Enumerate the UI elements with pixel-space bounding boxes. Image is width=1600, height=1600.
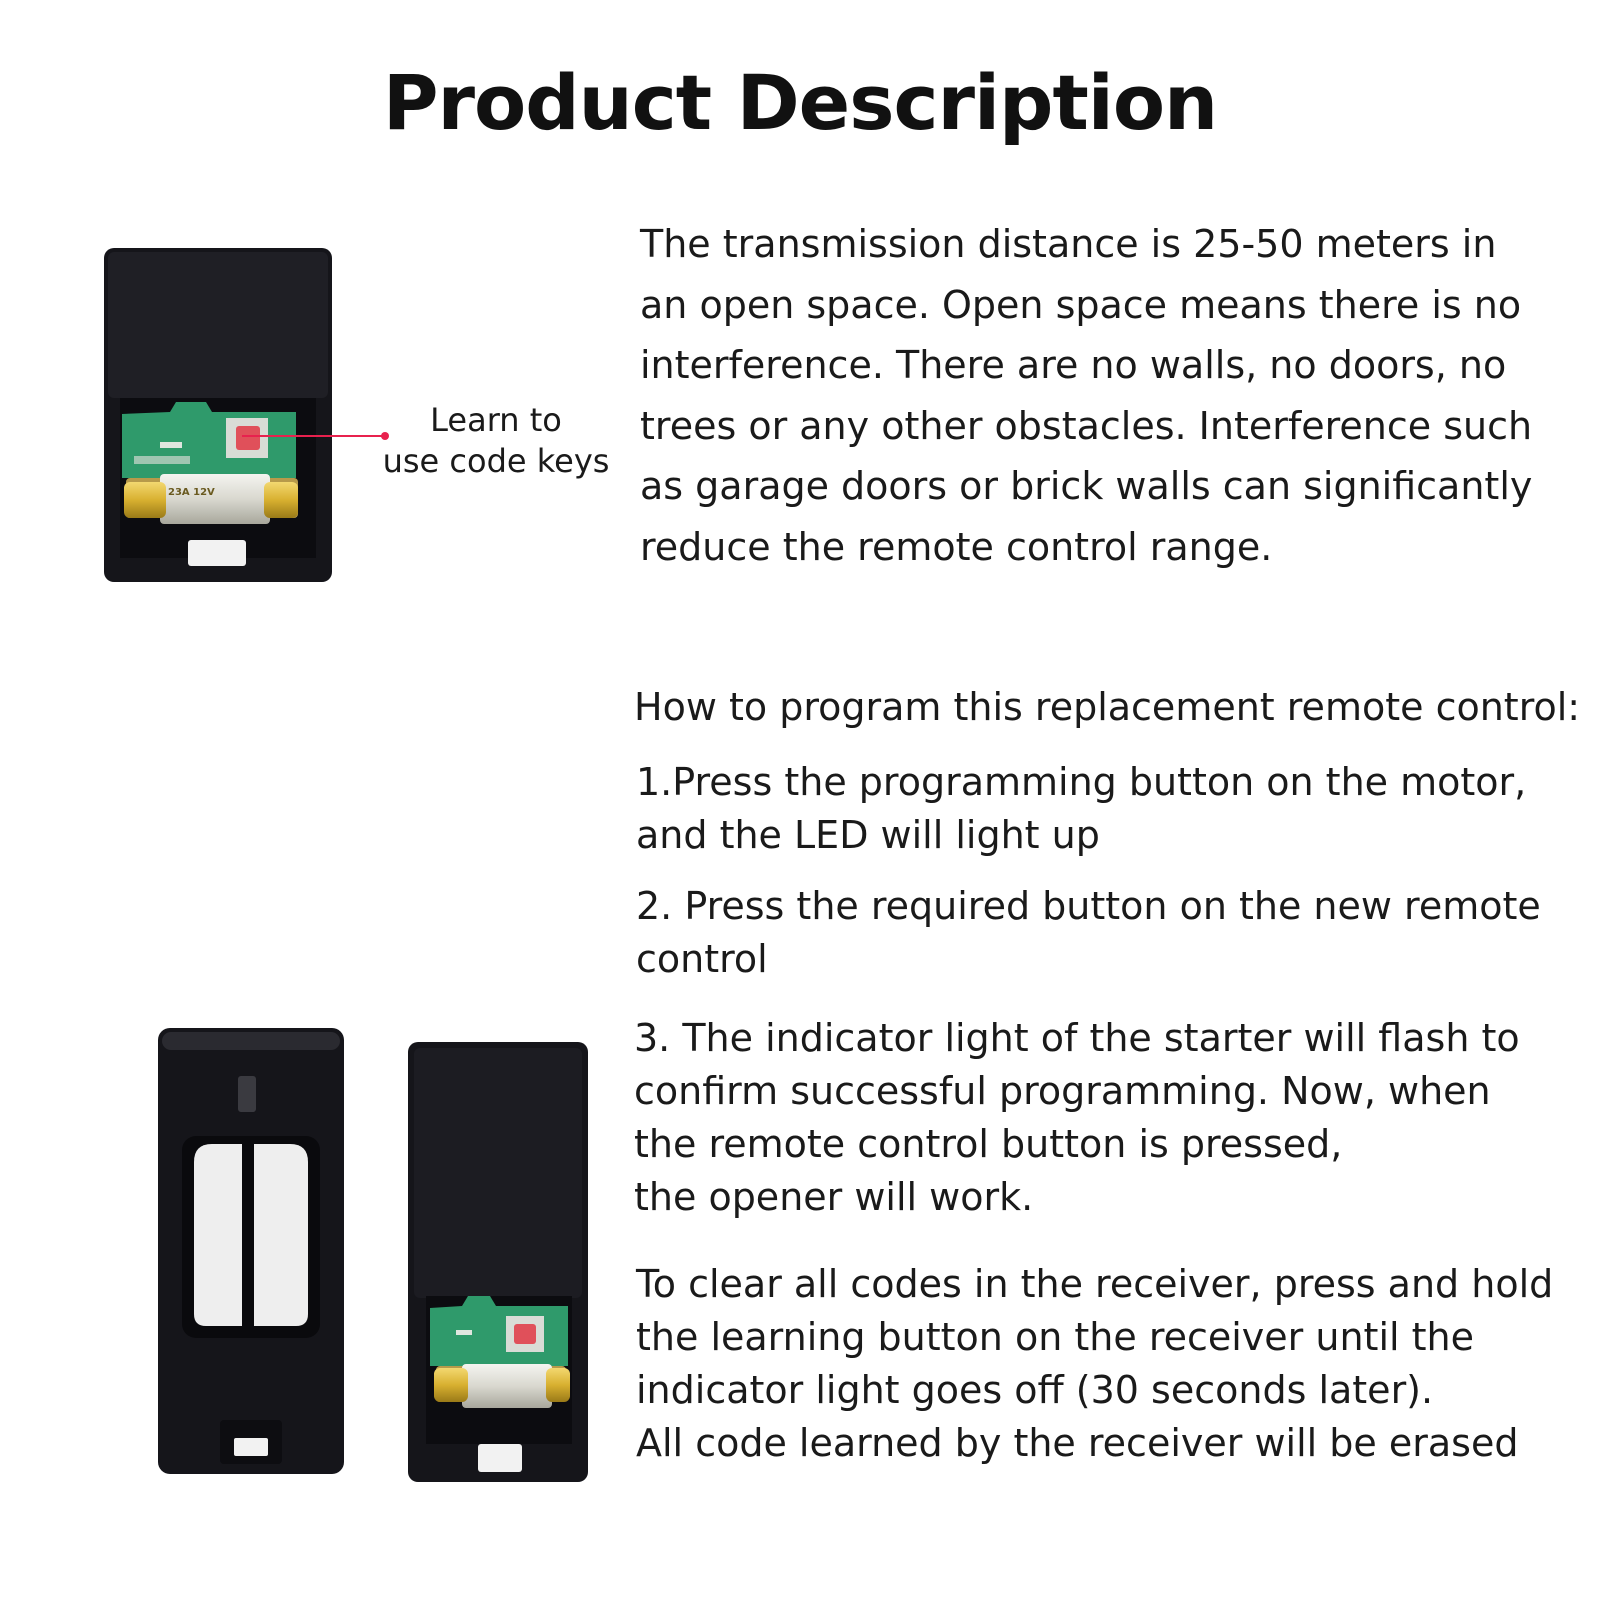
step-1: 1.Press the programming button on the motor, and the LED will light up [636,760,1527,857]
remote-button-right [254,1144,308,1326]
remote-open-back-image [100,246,336,586]
learn-code-keys-label: Learn to use code keys [382,401,610,480]
page-title: Product Description [382,58,1218,147]
clear-codes-paragraph: To clear all codes in the receiver, press and hold the learning button on the receiver until the indicator light goes off (30 seconds later). All code learned by the receiver will be erased [636,1262,1554,1465]
range-paragraph: The transmission distance is 25-50 meters in an open space. Open space means there is no interference. There are no walls, no doors, no trees or any other obstacles. Interference such as garage doors or brick walls can significantly reduce the remote control range. [640,222,1533,569]
step-3: 3. The indicator light of the starter will flash to confirm successful programming. Now, when the remote control button is pressed, the opener will work. [634,1016,1520,1219]
callout-pointer [242,430,392,442]
battery [124,474,298,524]
svg-text:23A 12V: 23A 12V [168,487,215,498]
remote-back-image [406,1040,594,1486]
remote-front-image [156,1024,348,1480]
remote-button-left [194,1144,242,1326]
step-2: 2. Press the required button on the new remote control [636,884,1541,981]
led-indicator [238,1076,256,1112]
how-to-heading: How to program this replacement remote control: [634,685,1581,729]
